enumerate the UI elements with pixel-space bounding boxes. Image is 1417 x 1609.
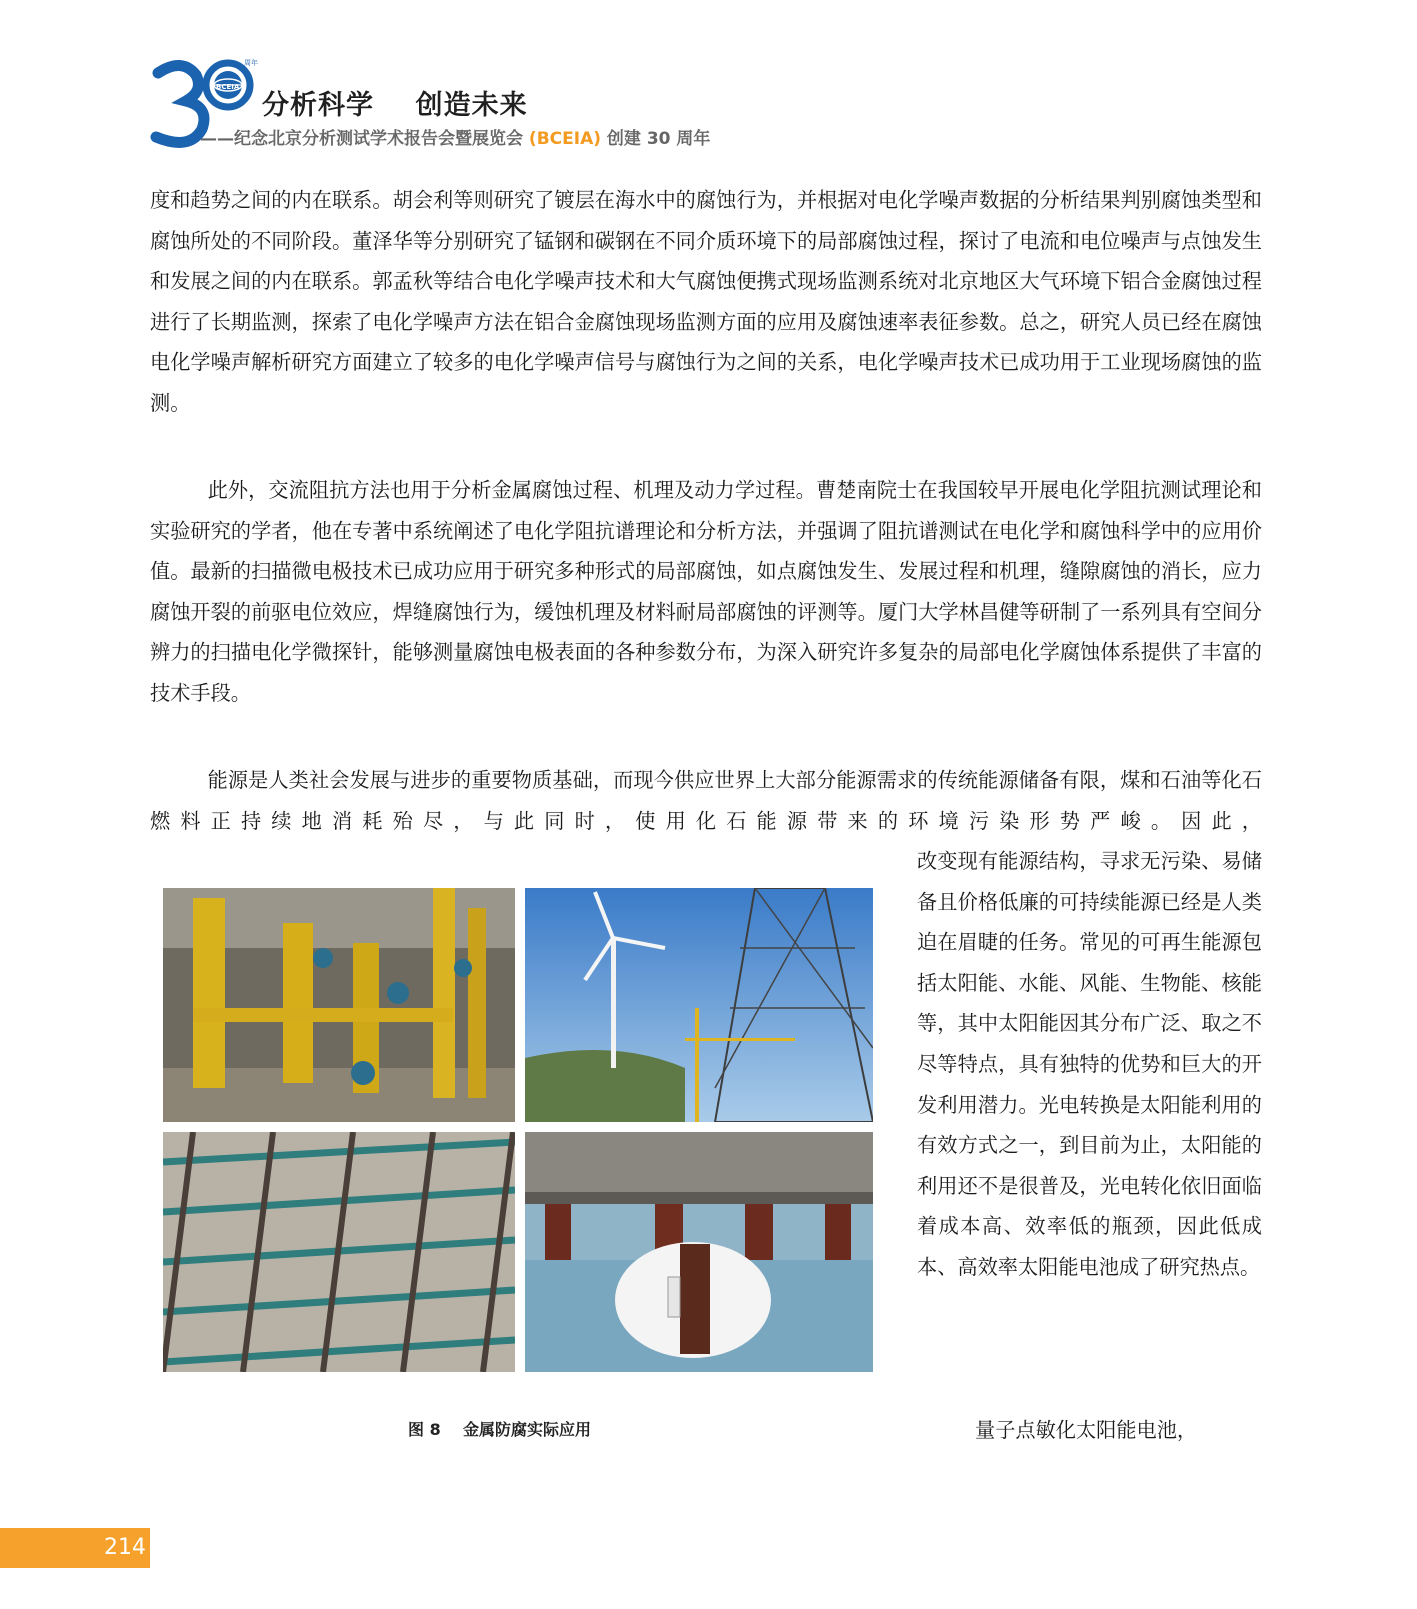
page-header [150,55,850,155]
photo-wind-turbine [525,888,873,1122]
paragraph-2: 此外，交流阻抗方法也用于分析金属腐蚀过程、机理及动力学过程。曹楚南院士在我国较早开展电化学阻抗测试理论和实验研究的学者，他在专著中系统阐述了电化学阻抗谱理论和分析方法，并强调了阻抗谱测试在电化学和腐蚀科学中的应用价值。最新的扫描微电极技术已成功应用于研究多种形式的局部腐蚀，如点腐蚀发生、发展过程和机理，缝隙腐蚀的消长，应力腐蚀开裂的前驱电位效应，焊缝腐蚀行为，缓蚀机理及材料耐局部腐蚀的评测等。厦门大学林昌健等研制了一系列具有空间分辨力的扫描电化学微探针，能够测量腐蚀电极表面的各种参数分布，为深入研究许多复杂的局部电化学腐蚀体系提供了丰富的技术手段。 [150,478,1262,705]
header-subtitle-accent: (BCEIA) [528,129,601,149]
paragraph-4-start: 量子点敏化太阳能电池， [975,1418,1198,1442]
paragraph-1: 度和趋势之间的内在联系。胡会利等则研究了镀层在海水中的腐蚀行为，并根据对电化学噪声数据的分析结果判别腐蚀类型和腐蚀所处的不同阶段。董泽华等分别研究了锰钢和碳钢在不同介质环境下的局部腐蚀过程，探讨了电流和电位噪声与点蚀发生和发展之间的内在联系。郭孟秋等结合电化学噪声技术和大气腐蚀便携式现场监测系统对北京地区大气环境下铝合金腐蚀过程进行了长期监测，探索了电化学噪声方法在铝合金腐蚀现场监测方面的应用及腐蚀速率表征参数。总之，研究人员已经在腐蚀电化学噪声解析研究方面建立了较多的电化学噪声信号与腐蚀行为之间的关系，电化学噪声技术已成功用于工业现场腐蚀的监测。 [150,188,1262,415]
figure-caption: 图 8 金属防腐实际应用 [408,1420,591,1439]
header-subtitle [200,124,710,149]
page-number [0,1528,150,1568]
logo-text: BCEIA [216,83,240,91]
header-subtitle-prefix: ——纪念北京分析测试学术报告会暨展览会 [200,129,529,149]
paragraph-3-continued: 改变现有能源结构，寻求无污染、易储备且价格低廉的可持续能源已经是人类迫在眉睫的任务。常见的可再生能源包括太阳能、水能、风能、生物能、核能等，其中太阳能因其分布广泛、取之不尽等特点，具有独特的优势和巨大的开发利用潜力。光电转换是太阳能利用的有效方式之一，到目前为止，太阳能的利用还不是很普及，光电转化依旧面临着成本高、效率低的瓶颈，因此低成本、高效率太阳能电池成了研究热点。 [917,849,1262,1279]
photo-pier-piles [525,1132,873,1372]
logo-badge: 周年 [244,59,258,67]
header-title: 分析科学 创造未来 [262,90,528,121]
photo-rebar-grid [163,1132,515,1372]
figure-8 [163,888,873,1398]
photo-yellow-pipes [163,888,515,1122]
paragraph-3: 能源是人类社会发展与进步的重要物质基础，而现今供应世界上大部分能源需求的传统能源储备有限，煤和石油等化石燃料正持续地消耗殆尽，与此同时，使用化石能源带来的环境污染形势严峻。因此， [150,768,1262,833]
page-number-text: 214 [104,1535,146,1560]
header-subtitle-suffix: 创建 30 周年 [601,129,711,149]
